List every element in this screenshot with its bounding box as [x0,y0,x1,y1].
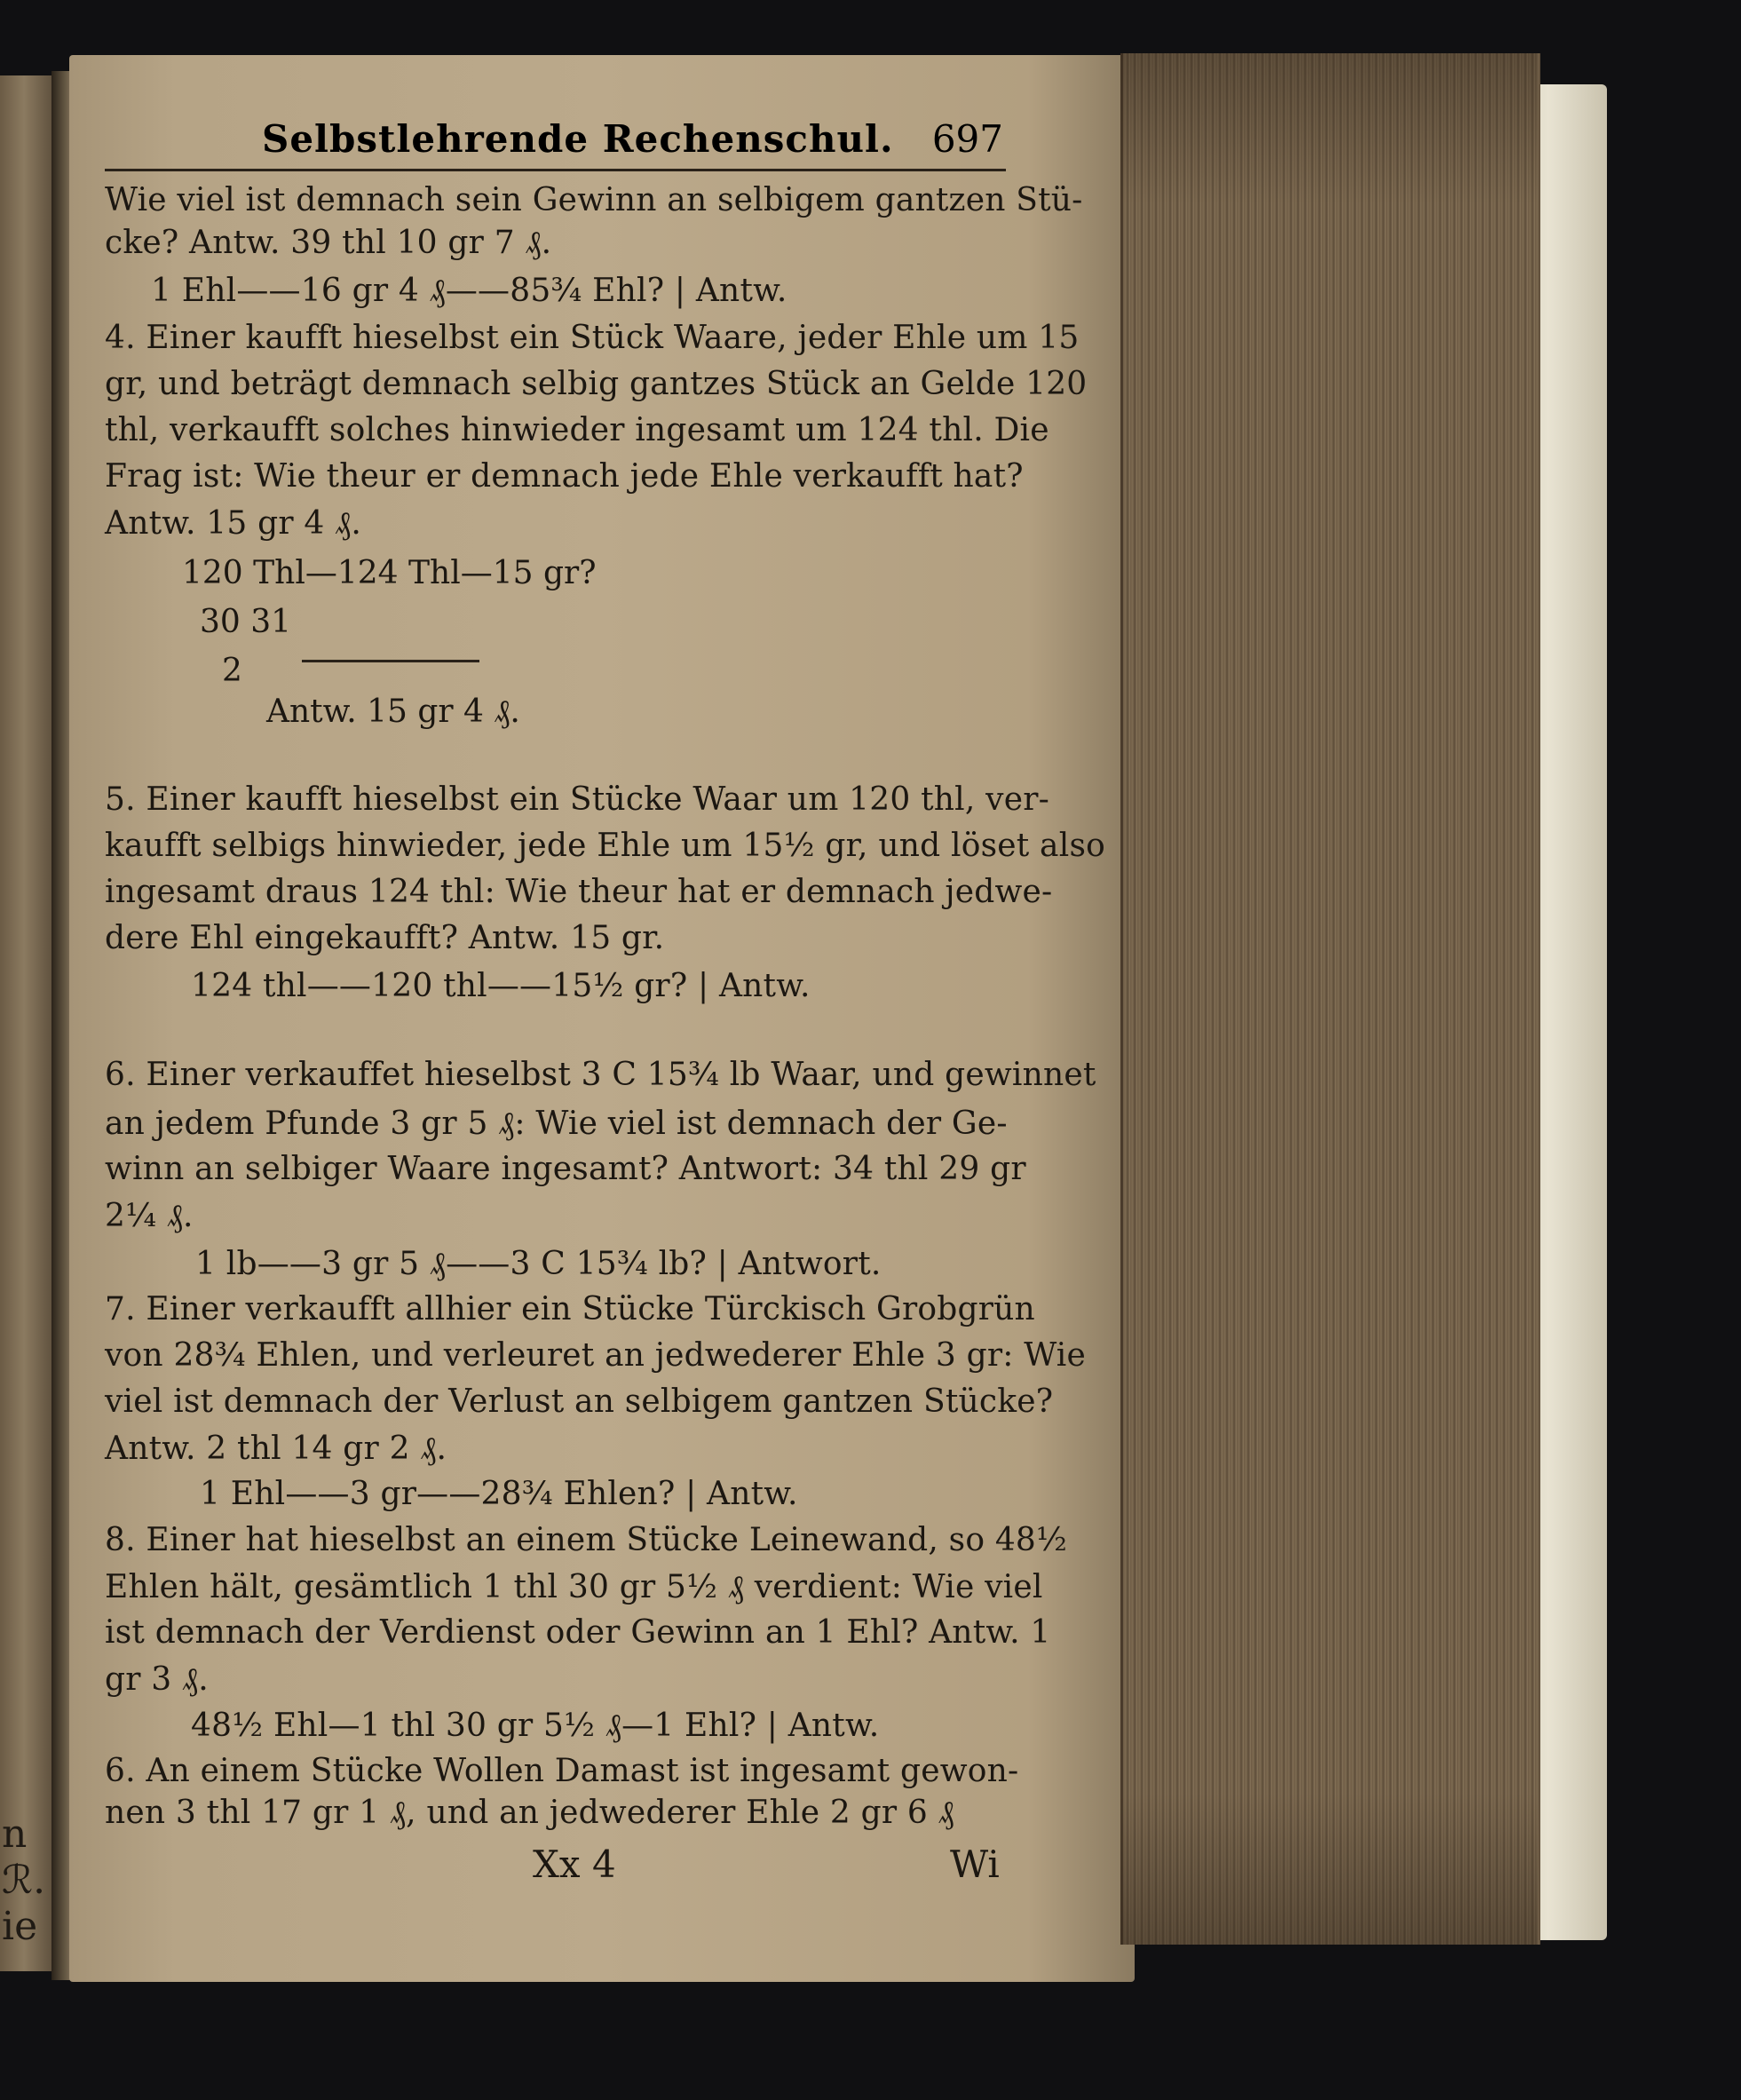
proportion-line: 1 Ehl——16 gr 4 ₰——85¾ Ehl? | Antw. [151,273,787,309]
text-line: Antw. 2 thl 14 gr 2 ₰. [105,1430,447,1467]
text-line: 6. Einer verkauffet hieselbst 3 C 15¾ lb Waar, und gewinnet [105,1057,1096,1093]
text-line: 7. Einer verkaufft allhier ein Stücke Türckisch Grobgrün [105,1291,1035,1327]
text-line: 4. Einer kaufft hieselbst ein Stück Waare, jeder Ehle um 15 [105,320,1080,356]
calculation-line: 120 Thl—124 Thl—15 gr? [182,555,597,591]
text-line: gr, und beträgt demnach selbig gantzes Stück an Gelde 120 [105,366,1088,402]
text-line: 6. An einem Stücke Wollen Damast ist ingesamt gewon- [105,1753,1019,1789]
text-line: Antw. 15 gr 4 ₰. [105,505,362,542]
calculation-rule [302,660,479,662]
text-line: nen 3 thl 17 gr 1 ₰, und an jedwederer Ehle 2 gr 6 ₰ [105,1795,954,1831]
left-fragment-3: ie [2,1904,38,1949]
signature-mark: Xx 4 [533,1842,616,1886]
left-fragment-1: n [2,1811,28,1857]
text-line: 5. Einer kaufft hieselbst ein Stücke Waar um 120 thl, ver- [105,781,1050,818]
left-facing-page [0,75,55,1971]
calculation-factor: 2 [222,653,242,689]
calculation-reduced: 30 31 [200,604,292,640]
proportion-line: 1 Ehl——3 gr——28¾ Ehlen? | Antw. [200,1476,798,1512]
page-edges-shadow [1120,53,1538,1945]
running-header [160,117,1012,170]
text-line: Ehlen hält, gesämtlich 1 thl 30 gr 5½ ₰ verdient: Wie viel [105,1569,1043,1605]
proportion-line: 124 thl——120 thl——15½ gr? | Antw. [191,968,811,1004]
text-line: ist demnach der Verdienst oder Gewinn an 1 Ehl? Antw. 1 [105,1614,1051,1651]
text-line: gr 3 ₰. [105,1661,209,1698]
header-rule [105,169,1006,171]
text-line: dere Ehl eingekaufft? Antw. 15 gr. [105,920,665,956]
text-line: 2¼ ₰. [105,1198,194,1234]
text-line: 8. Einer hat hieselbst an einem Stücke Leinewand, so 48½ [105,1522,1068,1558]
text-line: thl, verkaufft solches hinwieder ingesamt um 124 thl. Die [105,412,1049,448]
calculation-answer: Antw. 15 gr 4 ₰. [266,693,520,730]
catchword: Wi [950,1842,1000,1886]
page-number: 697 [931,117,1003,161]
text-line: cke? Antw. 39 thl 10 gr 7 ₰. [105,225,552,261]
text-line: viel ist demnach der Verlust an selbigem gantzen Stücke? [105,1383,1054,1420]
left-fragment-2: ℛ. [2,1858,46,1903]
text-line: von 28¾ Ehlen, und verleuret an jedwederer Ehle 3 gr: Wie [105,1337,1087,1374]
proportion-line: 1 lb——3 gr 5 ₰——3 C 15¾ lb? | Antwort. [195,1246,882,1282]
text-line: kaufft selbigs hinwieder, jede Ehle um 15½ gr, und löset also [105,828,1105,864]
proportion-line: 48½ Ehl—1 thl 30 gr 5½ ₰—1 Ehl? | Antw. [191,1708,880,1744]
text-line: an jedem Pfunde 3 gr 5 ₰: Wie viel ist demnach der Ge- [105,1105,1008,1142]
text-line: Wie viel ist demnach sein Gewinn an selbigem gantzen Stü- [105,182,1083,218]
left-page-fragment [2,1811,46,1950]
text-line: Frag ist: Wie theur er demnach jede Ehle verkaufft hat? [105,458,1024,495]
text-line: ingesamt draus 124 thl: Wie theur hat er demnach jedwe- [105,874,1053,910]
text-line: winn an selbiger Waare ingesamt? Antwort: 34 thl 29 gr [105,1151,1026,1187]
running-title: Selbstlehrende Rechenschul. [262,117,894,161]
